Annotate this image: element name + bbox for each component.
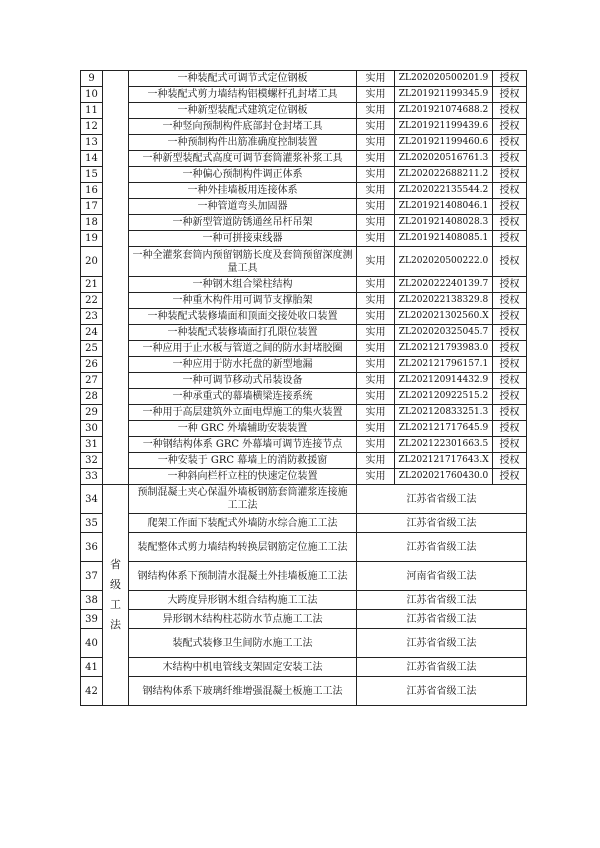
patent-name: 一种可调节移动式吊装设备 xyxy=(129,373,357,389)
patent-type: 实用 xyxy=(357,247,395,277)
patent-number: ZL202022138329.8 xyxy=(395,293,493,309)
patent-status: 授权 xyxy=(493,373,527,389)
patent-type: 实用 xyxy=(357,183,395,199)
patent-row xyxy=(81,183,527,199)
patent-status: 授权 xyxy=(493,199,527,215)
row-number: 42 xyxy=(81,677,103,706)
row-number: 17 xyxy=(81,199,103,215)
patent-row xyxy=(81,309,527,325)
row-number: 25 xyxy=(81,341,103,357)
patent-type: 实用 xyxy=(357,199,395,215)
row-number: 18 xyxy=(81,215,103,231)
method-name: 木结构中机电管线支架固定安装工法 xyxy=(129,658,357,677)
patent-name: 一种安装于 GRC 幕墙上的消防救援窗 xyxy=(129,453,357,469)
patent-type: 实用 xyxy=(357,231,395,247)
method-row xyxy=(81,677,527,706)
row-number: 28 xyxy=(81,389,103,405)
patent-type: 实用 xyxy=(357,405,395,421)
patent-number: ZL202021760430.0 xyxy=(395,469,493,485)
method-level: 江苏省省级工法 xyxy=(357,591,527,610)
method-level: 河南省省级工法 xyxy=(357,562,527,591)
row-number: 20 xyxy=(81,247,103,277)
patent-name: 一种 GRC 外墙辅助安装装置 xyxy=(129,421,357,437)
row-number: 15 xyxy=(81,167,103,183)
patent-type: 实用 xyxy=(357,469,395,485)
patent-number: ZL201921408085.1 xyxy=(395,231,493,247)
method-level: 江苏省省级工法 xyxy=(357,514,527,533)
patent-name: 一种钢木组合梁柱结构 xyxy=(129,277,357,293)
method-name: 预制混凝土夹心保温外墙板钢筋套筒灌浆连接施工工法 xyxy=(129,485,357,514)
patent-number: ZL202022135544.2 xyxy=(395,183,493,199)
patent-status: 授权 xyxy=(493,453,527,469)
row-number: 23 xyxy=(81,309,103,325)
patent-number: ZL202020325045.7 xyxy=(395,325,493,341)
category-cell-patent xyxy=(103,71,129,485)
method-row xyxy=(81,629,527,658)
patent-name: 一种应用于防水托盘的新型地漏 xyxy=(129,357,357,373)
patent-type: 实用 xyxy=(357,151,395,167)
patent-row xyxy=(81,421,527,437)
method-name: 钢结构体系下预制清水混凝土外挂墙板施工工法 xyxy=(129,562,357,591)
row-number: 24 xyxy=(81,325,103,341)
row-number: 29 xyxy=(81,405,103,421)
row-number: 36 xyxy=(81,533,103,562)
patent-row xyxy=(81,119,527,135)
patent-number: ZL202020516761.3 xyxy=(395,151,493,167)
method-row xyxy=(81,610,527,629)
patent-name: 一种装配式装修墙面打孔限位装置 xyxy=(129,325,357,341)
patent-status: 授权 xyxy=(493,405,527,421)
patent-name: 一种新型管道防锈通丝吊杆吊架 xyxy=(129,215,357,231)
patent-name: 一种全灌浆套筒内预留钢筋长度及套筒预留深度测量工具 xyxy=(129,247,357,277)
patent-number: ZL201921074688.2 xyxy=(395,103,493,119)
method-row xyxy=(81,533,527,562)
patent-name: 一种预制构件出筋准确度控制装置 xyxy=(129,135,357,151)
patent-type: 实用 xyxy=(357,167,395,183)
patent-row xyxy=(81,405,527,421)
patent-number: ZL202022240139.7 xyxy=(395,277,493,293)
category-char: 法 xyxy=(110,618,121,631)
patent-number: ZL202020500222.0 xyxy=(395,247,493,277)
method-row xyxy=(81,658,527,677)
row-number: 14 xyxy=(81,151,103,167)
patent-number: ZL202120914432.9 xyxy=(395,373,493,389)
patent-number: ZL202122301663.5 xyxy=(395,437,493,453)
patent-row xyxy=(81,469,527,485)
patent-status: 授权 xyxy=(493,341,527,357)
method-name: 异形钢木结构柱芯防水节点施工工法 xyxy=(129,610,357,629)
category-char: 工 xyxy=(110,598,121,611)
method-name: 爬架工作面下装配式外墙防水综合施工工法 xyxy=(129,514,357,533)
patent-status: 授权 xyxy=(493,293,527,309)
row-number: 37 xyxy=(81,562,103,591)
method-level: 江苏省省级工法 xyxy=(357,485,527,514)
patent-status: 授权 xyxy=(493,215,527,231)
patent-row xyxy=(81,199,527,215)
row-number: 10 xyxy=(81,87,103,103)
row-number: 12 xyxy=(81,119,103,135)
patent-status: 授权 xyxy=(493,167,527,183)
row-number: 34 xyxy=(81,485,103,514)
patent-type: 实用 xyxy=(357,357,395,373)
patent-name: 一种装配式剪力墙结构铝模螺杆孔封堵工具 xyxy=(129,87,357,103)
patent-type: 实用 xyxy=(357,103,395,119)
patent-status: 授权 xyxy=(493,87,527,103)
method-row xyxy=(81,591,527,610)
patent-row xyxy=(81,135,527,151)
patent-row xyxy=(81,231,527,247)
patent-status: 授权 xyxy=(493,247,527,277)
patent-number: ZL202022688211.2 xyxy=(395,167,493,183)
method-level: 江苏省省级工法 xyxy=(357,610,527,629)
row-number: 38 xyxy=(81,591,103,610)
patent-type: 实用 xyxy=(357,453,395,469)
row-number: 16 xyxy=(81,183,103,199)
patent-type: 实用 xyxy=(357,421,395,437)
category-char: 级 xyxy=(110,578,121,591)
patent-name: 一种钢结构体系 GRC 外幕墙可调节连接节点 xyxy=(129,437,357,453)
row-number: 41 xyxy=(81,658,103,677)
patent-row xyxy=(81,389,527,405)
patent-type: 实用 xyxy=(357,71,395,87)
patent-name: 一种新型装配式建筑定位钢板 xyxy=(129,103,357,119)
patent-name: 一种装配式可调节式定位钢板 xyxy=(129,71,357,87)
patent-type: 实用 xyxy=(357,215,395,231)
patent-number: ZL202121796157.1 xyxy=(395,357,493,373)
patent-status: 授权 xyxy=(493,357,527,373)
patent-status: 授权 xyxy=(493,421,527,437)
patent-name: 一种竖向预制构件底部封仓封堵工具 xyxy=(129,119,357,135)
patent-status: 授权 xyxy=(493,231,527,247)
row-number: 33 xyxy=(81,469,103,485)
method-level: 江苏省省级工法 xyxy=(357,677,527,706)
patent-number: ZL201921408046.1 xyxy=(395,199,493,215)
patent-name: 一种重木构件用可调节支撑胎架 xyxy=(129,293,357,309)
patent-row xyxy=(81,87,527,103)
method-level: 江苏省省级工法 xyxy=(357,658,527,677)
row-number: 19 xyxy=(81,231,103,247)
patent-number: ZL201921199460.6 xyxy=(395,135,493,151)
patent-number: ZL202121717645.9 xyxy=(395,421,493,437)
patent-row xyxy=(81,215,527,231)
patent-row xyxy=(81,293,527,309)
patent-type: 实用 xyxy=(357,309,395,325)
patent-number: ZL202020500201.9 xyxy=(395,71,493,87)
row-number: 39 xyxy=(81,610,103,629)
row-number: 9 xyxy=(81,71,103,87)
patent-number: ZL202120922515.2 xyxy=(395,389,493,405)
patent-row xyxy=(81,453,527,469)
row-number: 35 xyxy=(81,514,103,533)
patent-row xyxy=(81,325,527,341)
patent-name: 一种可拼接束线器 xyxy=(129,231,357,247)
patent-number: ZL201921408028.3 xyxy=(395,215,493,231)
row-number: 27 xyxy=(81,373,103,389)
patent-name: 一种应用于止水板与管道之间的防水封堵胶圈 xyxy=(129,341,357,357)
patent-name: 一种装配式装修墙面和顶面交接处收口装置 xyxy=(129,309,357,325)
patent-number: ZL202120833251.3 xyxy=(395,405,493,421)
patent-row xyxy=(81,103,527,119)
patent-type: 实用 xyxy=(357,389,395,405)
patent-type: 实用 xyxy=(357,135,395,151)
patent-status: 授权 xyxy=(493,183,527,199)
patent-row xyxy=(81,373,527,389)
patent-type: 实用 xyxy=(357,437,395,453)
method-name: 钢结构体系下玻璃纤维增强混凝土板施工工法 xyxy=(129,677,357,706)
row-number: 31 xyxy=(81,437,103,453)
method-name: 装配整体式剪力墙结构转换层钢筋定位施工工法 xyxy=(129,533,357,562)
patent-type: 实用 xyxy=(357,293,395,309)
patent-type: 实用 xyxy=(357,341,395,357)
patent-status: 授权 xyxy=(493,151,527,167)
patent-number: ZL202021302560.X xyxy=(395,309,493,325)
patent-name: 一种外挂墙板用连接体系 xyxy=(129,183,357,199)
row-number: 11 xyxy=(81,103,103,119)
patent-name: 一种斜向栏杆立柱的快速定位装置 xyxy=(129,469,357,485)
patent-number: ZL201921199439.6 xyxy=(395,119,493,135)
patent-type: 实用 xyxy=(357,373,395,389)
row-number: 13 xyxy=(81,135,103,151)
row-number: 21 xyxy=(81,277,103,293)
patent-name: 一种新型装配式高度可调节套筒灌浆补浆工具 xyxy=(129,151,357,167)
patent-status: 授权 xyxy=(493,309,527,325)
achievement-table xyxy=(80,70,527,706)
method-level: 江苏省省级工法 xyxy=(357,533,527,562)
patent-status: 授权 xyxy=(493,325,527,341)
patent-status: 授权 xyxy=(493,71,527,87)
patent-name: 一种承重式的幕墙横梁连接系统 xyxy=(129,389,357,405)
patent-number: ZL202121717643.X xyxy=(395,453,493,469)
patent-row xyxy=(81,247,527,277)
patent-type: 实用 xyxy=(357,277,395,293)
method-row xyxy=(81,562,527,591)
row-number: 30 xyxy=(81,421,103,437)
row-number: 40 xyxy=(81,629,103,658)
patent-type: 实用 xyxy=(357,325,395,341)
patent-row xyxy=(81,71,527,87)
row-number: 22 xyxy=(81,293,103,309)
row-number: 26 xyxy=(81,357,103,373)
patent-status: 授权 xyxy=(493,119,527,135)
patent-status: 授权 xyxy=(493,103,527,119)
method-row xyxy=(81,514,527,533)
patent-type: 实用 xyxy=(357,87,395,103)
method-level: 江苏省省级工法 xyxy=(357,629,527,658)
patent-name: 一种管道弯头加固器 xyxy=(129,199,357,215)
patent-row xyxy=(81,357,527,373)
patent-status: 授权 xyxy=(493,277,527,293)
row-number: 32 xyxy=(81,453,103,469)
patent-type: 实用 xyxy=(357,119,395,135)
patent-row xyxy=(81,167,527,183)
patent-row xyxy=(81,277,527,293)
patent-status: 授权 xyxy=(493,135,527,151)
patent-status: 授权 xyxy=(493,437,527,453)
method-name: 大跨度异形钢木组合结构施工工法 xyxy=(129,591,357,610)
method-name: 装配式装修卫生间防水施工工法 xyxy=(129,629,357,658)
category-cell-method xyxy=(103,485,129,706)
patent-row xyxy=(81,437,527,453)
patent-status: 授权 xyxy=(493,389,527,405)
patent-name: 一种用于高层建筑外立面电焊施工的集火装置 xyxy=(129,405,357,421)
patent-number: ZL202121793983.0 xyxy=(395,341,493,357)
patent-number: ZL201921199345.9 xyxy=(395,87,493,103)
method-row xyxy=(81,485,527,514)
category-char: 省 xyxy=(110,558,121,571)
patent-status: 授权 xyxy=(493,469,527,485)
patent-row xyxy=(81,151,527,167)
patent-name: 一种偏心预制构件调正体系 xyxy=(129,167,357,183)
patent-row xyxy=(81,341,527,357)
